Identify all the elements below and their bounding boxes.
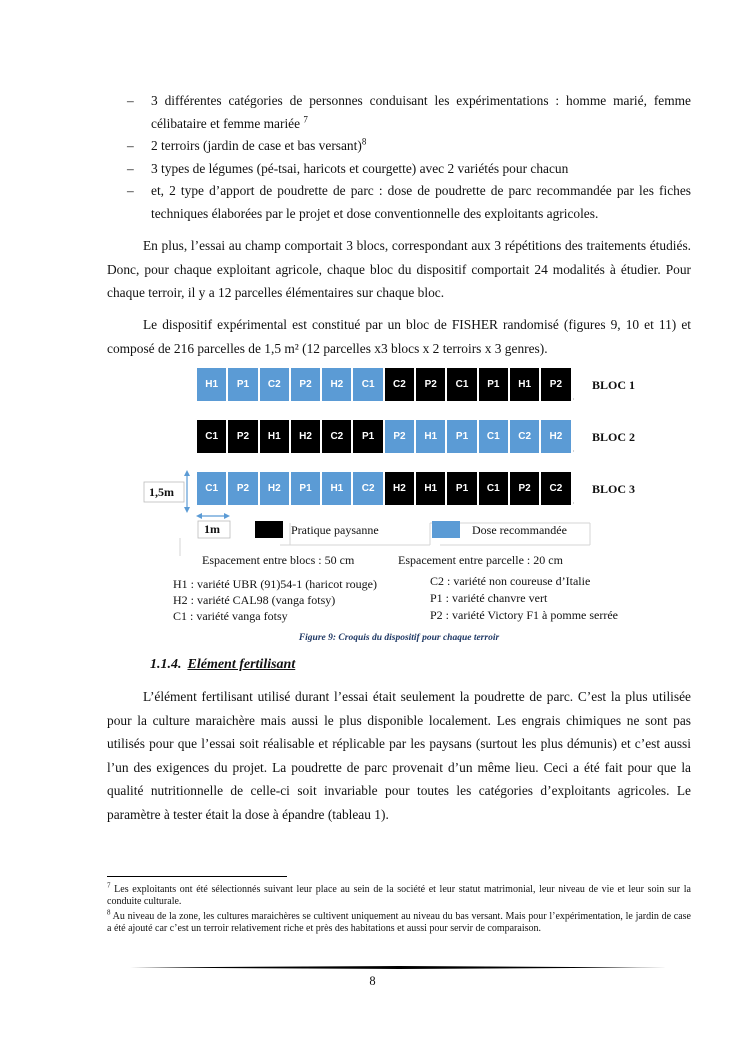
plot-cell: C2 [260, 368, 291, 401]
variety-p2: P2 : variété Victory F1 à pomme serrée [430, 608, 619, 622]
plot-cell: H2 [541, 420, 572, 453]
variety-c2: C2 : variété non coureuse d’Italie [430, 574, 591, 588]
list-item: – 2 terroirs (jardin de case et bas versant)$^8$ [127, 136, 367, 154]
bloc-label-2: BLOC 2 [592, 430, 636, 444]
plot-cell: P1 [447, 472, 478, 505]
variety-p1: P1 : variété chanvre vert [430, 591, 548, 605]
legend-label-blue: Dose recommandée [472, 523, 567, 537]
bloc-label-1: BLOC 1 [592, 378, 636, 392]
plot-cell: C1 [353, 368, 384, 401]
footnote-text: Au niveau de la zone, les cultures maraichères se cultivent uniquement au niveau du bas versant. Mais pour l’expérimentation, le jardin de case a été ajouté car c’est un terroir relativement riche et près des habitations et aussi pour servir de comparaison. [107, 911, 691, 935]
plot-cell: C2 [353, 472, 384, 505]
plot-cell: P1 [479, 368, 510, 401]
plot-cell: C1 [197, 472, 228, 505]
figure-field-layout [140, 363, 660, 628]
variety-h2: H2 : variété CAL98 (vanga fotsy) [173, 593, 336, 607]
plot-cell: H2 [385, 472, 416, 505]
bullet-text: 3 types de légumes (pé-tsai, haricots et courgette) avec 2 variétés pour chacun [151, 160, 569, 176]
plot-cell: C2 [510, 420, 541, 453]
plot-cell: C1 [447, 368, 478, 401]
plot-cell: H1 [510, 368, 541, 401]
legend-label-black: Pratique paysanne [291, 523, 379, 537]
legend-swatch-blue [432, 521, 460, 538]
plot-cell: H1 [197, 368, 228, 401]
page-number: 8 [369, 974, 376, 988]
plot-cell: H1 [416, 420, 447, 453]
plot-cell: P2 [228, 420, 259, 453]
plot-cell: H1 [260, 420, 291, 453]
plot-cell: C2 [322, 420, 353, 453]
list-item: – 3 différentes catégories de personnes conduisant les expérimentations : homme marié, femme célibataire et femme mariée $^7$ [127, 93, 691, 131]
footnote-number: 8 [107, 908, 111, 917]
plot-cell: P1 [353, 420, 384, 453]
plot-cell: P1 [228, 368, 259, 401]
footnote-ref[interactable]: 8 [361, 136, 367, 147]
footnote-ref[interactable]: 7 [303, 114, 308, 125]
footnote-8 [107, 908, 691, 935]
plot-cell: C2 [385, 368, 416, 401]
footnote-separator [107, 876, 287, 877]
plot-cell: C1 [479, 420, 510, 453]
paragraph-dispositif: Le dispositif expérimental est constitué par un bloc de FISHER randomisé (figures 9, 10 et 11) et composé de 216 parcelles de 1,5 m² (12 parcelles x3 blocs x 2 terroirs x 3 genres). [107, 317, 691, 356]
plot-cell: H1 [322, 472, 353, 505]
bullet-text: et, 2 type d’apport de poudrette de parc : dose de poudrette de parc recommandée par les fiches techniques élaborées par le projet et dose conventionnelle des exploitants agricoles. [151, 183, 691, 221]
variety-c1: C1 : variété vanga fotsy [173, 609, 288, 623]
footnote-7 [107, 881, 691, 908]
plot-cell: H2 [322, 368, 353, 401]
list-item: – 3 types de légumes (pé-tsai, haricots et courgette) avec 2 variétés pour chacun [127, 160, 569, 176]
plot-cell: C1 [197, 420, 228, 453]
width-label: 1m [204, 522, 220, 536]
footnote-text: Les exploitants ont été sélectionnés suivant leur place au sein de la société et leur statut matrimonial, leur niveau de vie et leur soin sur la conduite culturale. [107, 884, 691, 908]
plot-cell: H2 [260, 472, 291, 505]
variety-h1: H1 : variété UBR (91)54-1 (haricot rouge) [173, 577, 377, 591]
plot-cell: P2 [228, 472, 259, 505]
height-label: 1,5m [149, 485, 174, 499]
plot-cell: C1 [479, 472, 510, 505]
plot-cell: P2 [385, 420, 416, 453]
plot-cell: P1 [291, 472, 322, 505]
section-title: Elément fertilisant [187, 657, 296, 672]
section-number: 1.1.4. [150, 657, 182, 672]
plot-cell: H1 [416, 472, 447, 505]
plot-cell: P2 [416, 368, 447, 401]
plot-cell: P2 [291, 368, 322, 401]
paragraph-blocs: En plus, l’essai au champ comportait 3 blocs, correspondant aux 3 répétitions des traitements étudiés. Donc, pour chaque exploitant agricole, chaque bloc du dispositif comportait 24 modalités à étudier. Pour chaque terroir, il y a 12 parcelles élémentaires sur chaque bloc. [107, 238, 691, 300]
plot-cell: H2 [291, 420, 322, 453]
plot-cell: P2 [510, 472, 541, 505]
plot-cell: P1 [447, 420, 478, 453]
legend-swatch-black [255, 521, 283, 538]
bloc-label-3: BLOC 3 [592, 482, 636, 496]
bullet-text: 3 différentes catégories de personnes conduisant les expérimentations : homme marié, femme célibataire et femme mariée [151, 93, 691, 131]
footer-rule [130, 966, 668, 969]
paragraph-fertilisant: L’élément fertilisant utilisé durant l’essai était seulement la poudrette de parc. C’est la plus utilisée pour la culture maraichère mais aussi le plus disponible localement. Les engrais chimiques ne sont pas utilisés pour que l’essai soit réalisable et réplicable par les paysans (surtout les plus démunis) et c’est aussi l’un des exigences du projet. La poudrette de parc provenait d’un même lieu. Ceci a été fait pour que la qualité nutritionnelle de celle-ci soit invariable pour toutes les catégories d’exploitants agricoles. Le paramètre à tester était la dose à épandre (tableau 1). [107, 689, 691, 822]
spacing-parcelle: Espacement entre parcelle : 20 cm [398, 553, 563, 567]
section-heading [150, 657, 295, 673]
plot-cell: P2 [541, 368, 572, 401]
footnote-number: 7 [107, 881, 111, 890]
list-item: – et, 2 type d’apport de poudrette de parc : dose de poudrette de parc recommandée par les fiches techniques élaborées par le projet et dose conventionnelle des exploitants agricoles. [127, 183, 691, 221]
spacing-blocs: Espacement entre blocs : 50 cm [202, 553, 355, 567]
bullet-text: 2 terroirs (jardin de case et bas versant) [151, 138, 362, 154]
bullet-list [107, 90, 691, 226]
plot-cell: C2 [541, 472, 572, 505]
figure-caption: Figure 9: Croquis du dispositif pour chaque terroir [298, 633, 500, 643]
